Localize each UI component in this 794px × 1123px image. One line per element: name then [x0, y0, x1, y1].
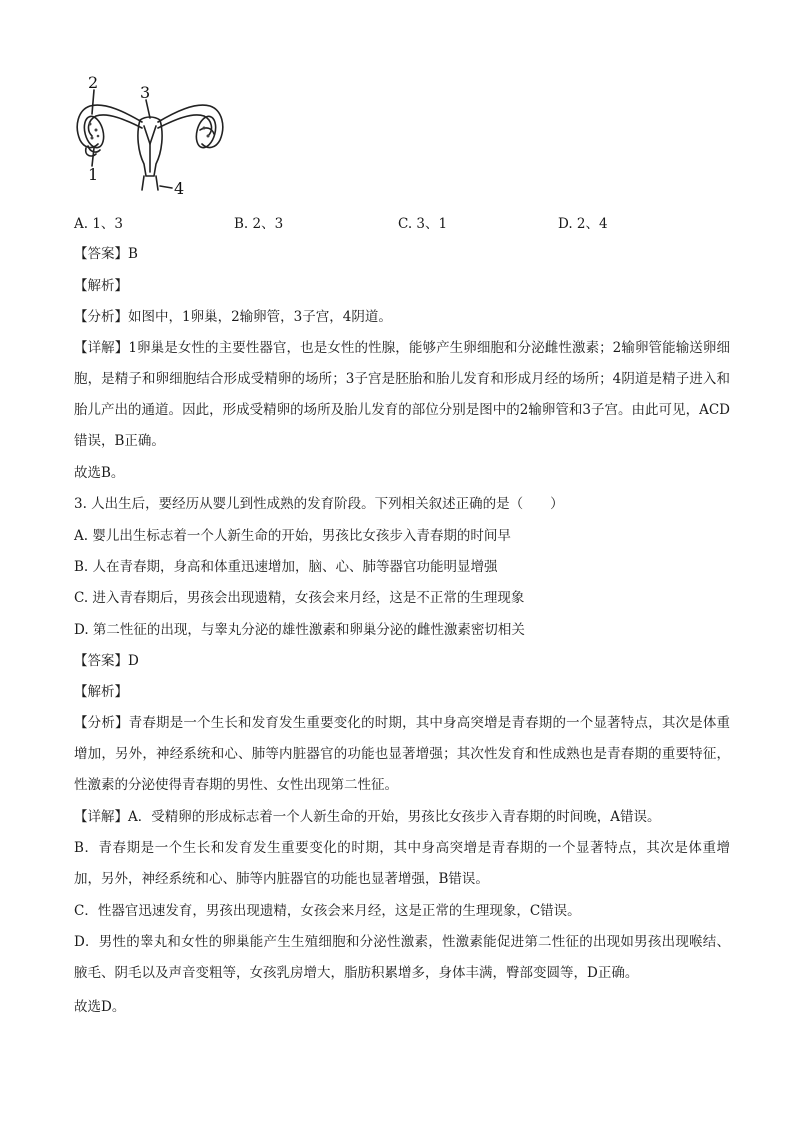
q3-option-c: C. 进入青春期后，男孩会出现遗精，女孩会来月经，这是不正常的生理现象: [74, 590, 525, 606]
q3-analysis-heading: 【解析】: [74, 684, 128, 700]
q2-option-d: D. 2、4: [558, 216, 608, 232]
q3-xiangjie-d: D．男性的睾丸和女性的卵巢能产生生殖细胞和分泌性激素，性激素能促进第二性征的出现如男孩出现喉结、腋毛、阴毛以及声音变粗等，女孩乳房增大，脂肪积累增多，身体丰满，臀部变圆等，D正确。: [74, 934, 730, 981]
q2-answer: 【答案】B: [74, 246, 138, 262]
q2-option-a: A. 1、3: [74, 216, 124, 232]
q3-option-b: B. 人在青春期，身高和体重迅速增加，脑、心、肺等器官功能明显增强: [74, 559, 498, 575]
q3-xiangjie-c: C．性器官迅速发育，男孩出现遗精，女孩会来月经，这是正常的生理现象，C错误。: [74, 903, 581, 919]
q3-option-d: D. 第二性征的出现，与睾丸分泌的雄性激素和卵巢分泌的雌性激素密切相关: [74, 622, 525, 638]
q2-xiangjie: 【详解】1卵巢是女性的主要性器官，也是女性的性腺，能够产生卵细胞和分泌雌性激素；2输卵管能输送卵细胞，是精子和卵细胞结合形成受精卵的场所；3子宫是胚胎和胎儿发育和形成月经的场所；4阴道是精子进入和胎儿产出的通道。因此，形成受精卵的场所及胎儿发育的部位分别是图中的2输卵管和3子宫。由此可见，ACD错误，B正确。: [74, 340, 730, 449]
figure-label-4: 4: [174, 179, 185, 198]
figure-label-1: 1: [88, 165, 99, 184]
q2-option-c: C. 3、1: [398, 216, 448, 232]
q3-conclusion: 故选D。: [74, 999, 126, 1015]
q3-fenxi: 【分析】青春期是一个生长和发育发生重要变化的时期，其中身高突增是青春期的一个显著特点，其次是体重增加，另外，神经系统和心、肺等内脏器官的功能也显著增强；其次性发育和性成熟也是青春期的重要特征，性激素的分泌使得青春期的男性、女性出现第二性征。: [74, 715, 730, 793]
q3-stem: 3. 人出生后，要经历从婴儿到性成熟的发育阶段。下列相关叙述正确的是（ ）: [74, 496, 564, 512]
uterus-diagram: [70, 74, 230, 204]
q2-analysis-heading: 【解析】: [74, 278, 128, 294]
q2-option-b: B. 2、3: [234, 216, 284, 232]
q2-conclusion: 故选B。: [74, 465, 125, 481]
q3-xiangjie-b: B．青春期是一个生长和发育发生重要变化的时期，其中身高突增是青春期的一个显著特点，其次是体重增加，另外，神经系统和心、肺等内脏器官的功能也显著增强，B错误。: [74, 840, 730, 887]
q3-option-a: A. 婴儿出生标志着一个人新生命的开始，男孩比女孩步入青春期的时间早: [74, 528, 511, 544]
figure-label-3: 3: [140, 83, 151, 102]
q3-answer: 【答案】D: [74, 653, 139, 669]
figure-label-2: 2: [88, 74, 99, 92]
q2-fenxi: 【分析】如图中，1卵巢，2输卵管，3子宫，4阴道。: [74, 309, 392, 325]
q3-xiangjie-a: 【详解】A．受精卵的形成标志着一个人新生命的开始，男孩比女孩步入青春期的时间晚，A错误。: [74, 809, 661, 825]
